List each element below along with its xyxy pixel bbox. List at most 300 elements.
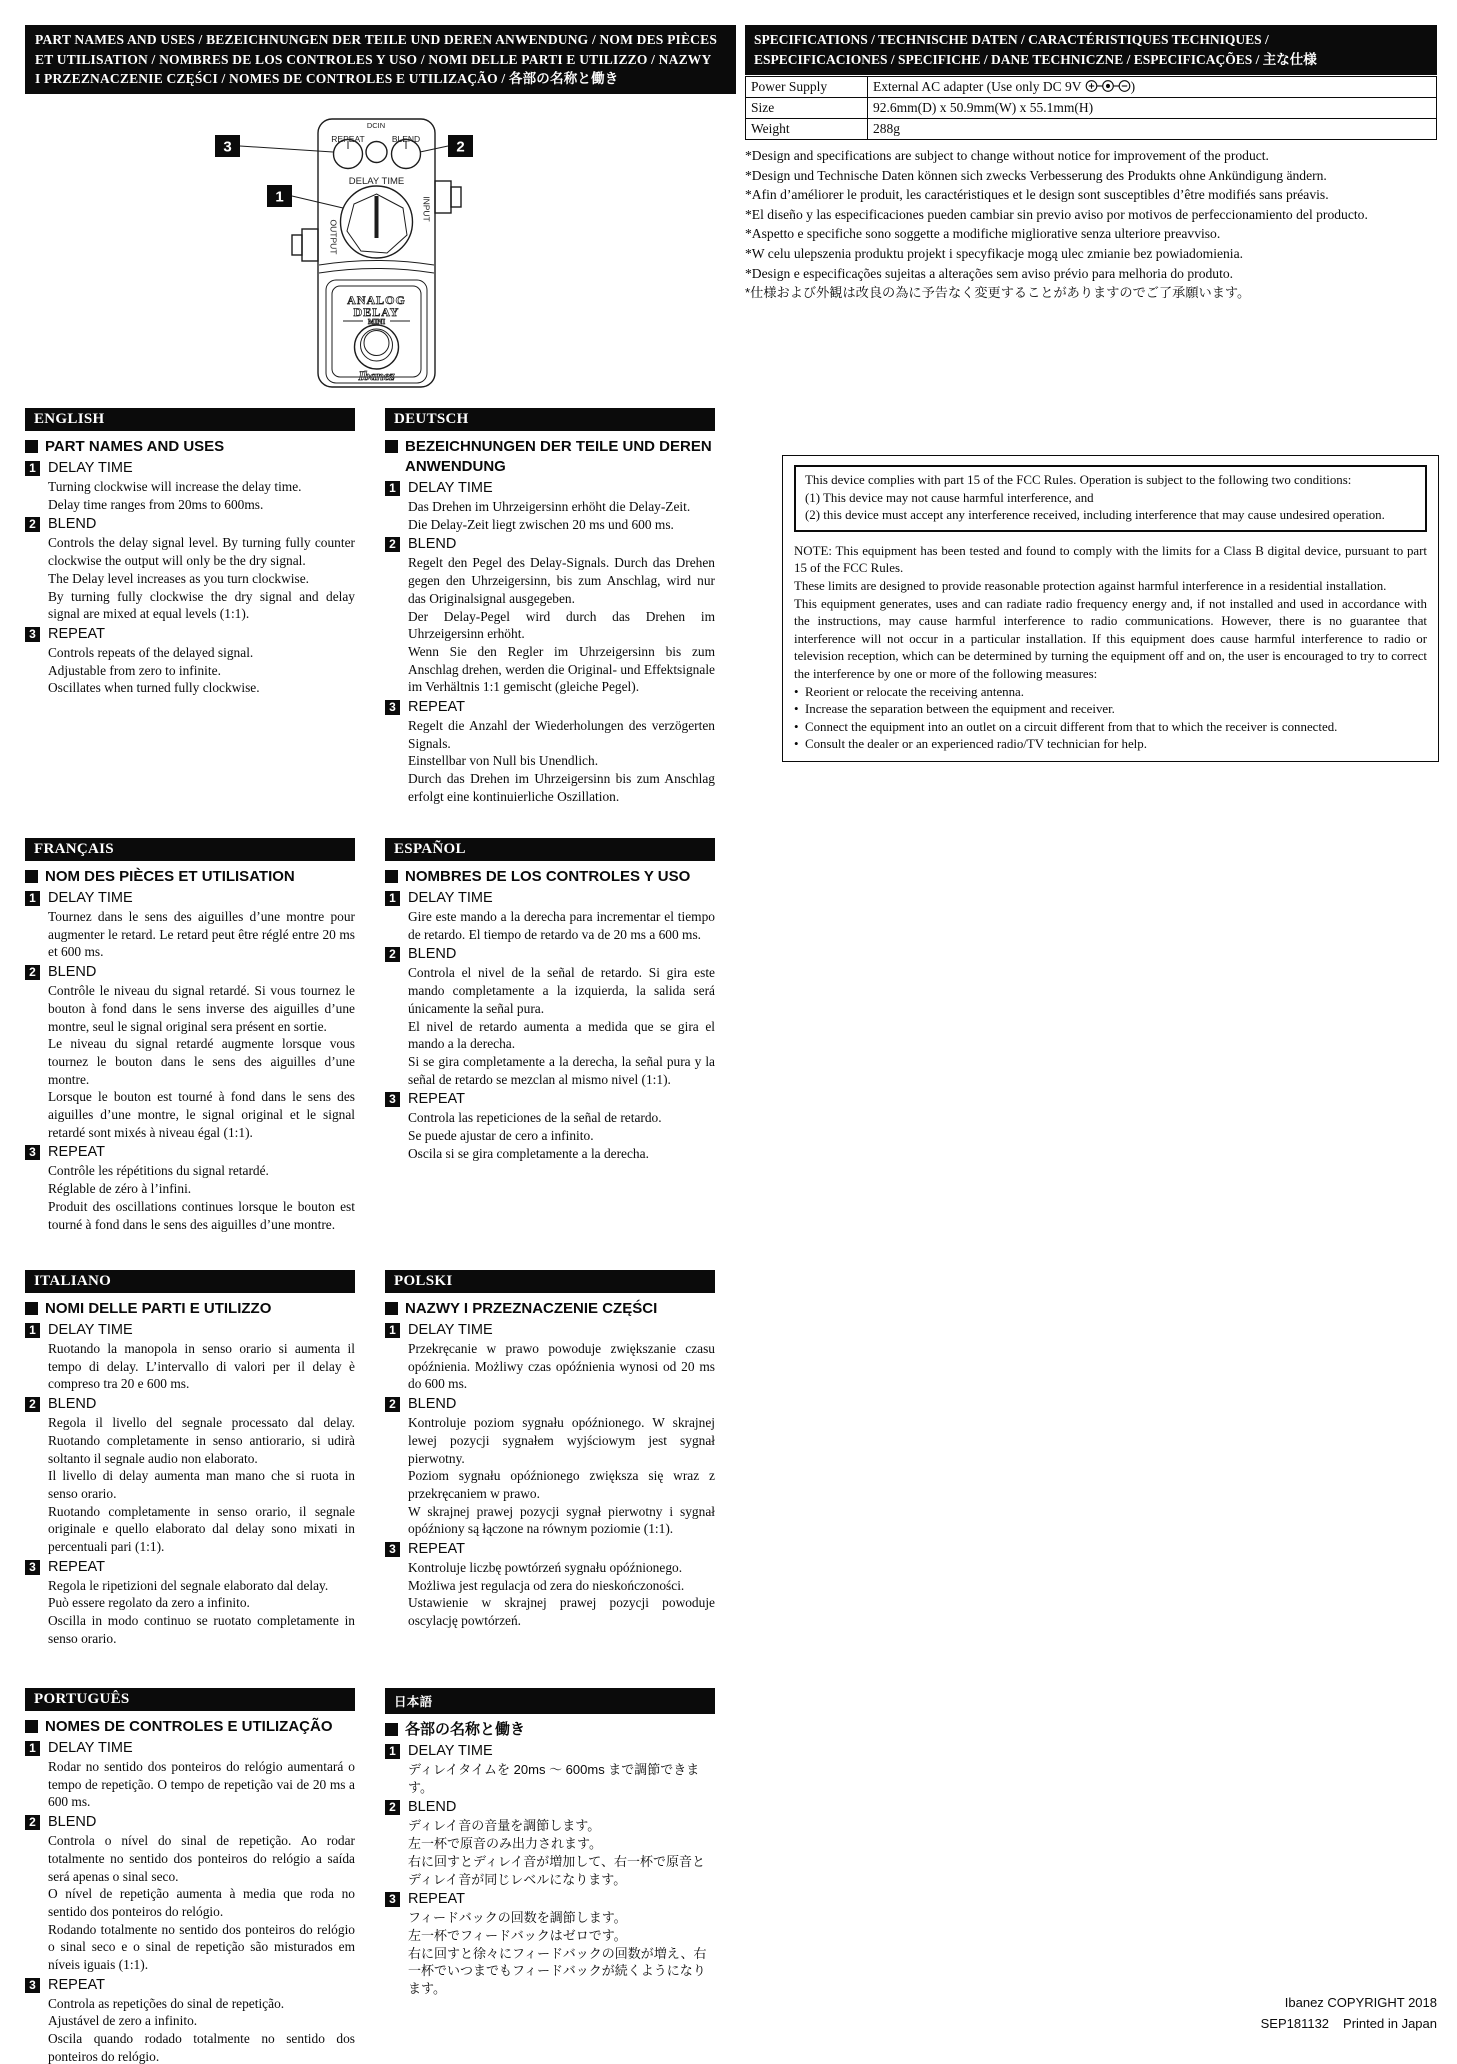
control-item-heading bbox=[385, 1890, 715, 1909]
control-description-paragraph: Das Drehen im Uhrzeigersinn erhöht die Delay-Zeit. bbox=[408, 499, 691, 514]
control-description bbox=[408, 717, 715, 806]
language-section-title-text: 各部の名称と働き bbox=[405, 1721, 526, 1738]
control-name: REPEAT bbox=[408, 1541, 465, 1558]
control-description-paragraph: ディレイタイムを 20ms ～ 600ms まで調節できます。 bbox=[408, 1762, 700, 1795]
control-description-paragraph: Turning clockwise will increase the delay time. bbox=[48, 479, 302, 494]
control-description-paragraph: The Delay level increases as you turn clockwise. bbox=[48, 570, 310, 586]
control-number-badge: 2 bbox=[25, 1397, 40, 1412]
footswitch-mid bbox=[361, 329, 393, 361]
specs-title-line: SPECIFICATIONS / TECHNISCHE DATEN / CARACTÉRISTIQUES TECHNIQUES / bbox=[754, 32, 1269, 47]
control-description-paragraph: Oscillates when turned fully clockwise. bbox=[48, 680, 260, 696]
control-description-paragraph: Controls the delay signal level. By turning fully counter clockwise the output will only be the dry signal. bbox=[48, 535, 355, 569]
fcc-notice bbox=[782, 455, 1439, 762]
control-item bbox=[25, 459, 355, 513]
repeat-knob-label: REPEAT bbox=[331, 134, 365, 144]
control-name: BLEND bbox=[48, 516, 97, 533]
brand-mini: MINI bbox=[367, 318, 386, 326]
control-name: REPEAT bbox=[408, 699, 465, 716]
control-description-paragraph: Delay time ranges from 20ms to 600ms. bbox=[48, 496, 264, 512]
print-line bbox=[1261, 2013, 1437, 2034]
control-number-badge: 1 bbox=[385, 481, 400, 496]
control-description-paragraph: Wenn Sie den Regler im Uhrzeigersinn bis zum Anschlag drehen, werden die Original- und Effektsignale im Verhältnis 1:1 gemischt (gleiche Pegel). bbox=[408, 643, 715, 695]
control-description bbox=[48, 1832, 355, 1974]
control-name: REPEAT bbox=[48, 1144, 105, 1161]
control-name: BLEND bbox=[408, 1396, 457, 1413]
control-description-paragraph: Tournez dans le sens des aiguilles d’une montre pour augmenter le retard. Le retard peut être réglé entre 20 ms et 600 ms. bbox=[48, 909, 355, 960]
fcc-condition-line: (1) This device may not cause harmful interference, and bbox=[805, 490, 1094, 505]
control-description-paragraph: Gire este mando a la derecha para incrementar el tiempo de retardo. El tiempo de retardo va de 20 ms a 600 ms. bbox=[408, 909, 715, 942]
language-section-title-text: BEZEICHNUNGEN DER TEILE UND DEREN ANWENDUNG bbox=[405, 438, 712, 475]
control-name: REPEAT bbox=[48, 625, 105, 642]
control-description-paragraph: Durch das Drehen im Uhrzeigersinn bis zum Anschlag erfolgt eine kontinuierliche Oszillation. bbox=[408, 771, 715, 804]
fcc-measures-list bbox=[794, 684, 1427, 754]
control-item bbox=[25, 1321, 355, 1393]
language-section-header: PORTUGUÊS bbox=[25, 1688, 355, 1711]
control-item bbox=[25, 1813, 355, 1974]
language-section-header: ENGLISH bbox=[25, 408, 355, 431]
control-item bbox=[25, 1558, 355, 1648]
control-description-paragraph: Controla as repetições do sinal de repetição. bbox=[48, 1995, 285, 2011]
control-name: REPEAT bbox=[48, 1976, 105, 1993]
control-item bbox=[385, 1090, 715, 1162]
control-description-paragraph: Lorsque le bouton est tourné à fond dans le sens des aiguilles d’une montre, le signal original et le signal retardé sont mixés à niveau égal (1:1). bbox=[48, 1089, 355, 1140]
control-description-paragraph: Przekręcanie w prawo powoduje zwiększanie czasu opóźnienia. Możliwy czas opóźnienia wynosi od 20 ms do 600 ms. bbox=[408, 1341, 715, 1392]
control-name: BLEND bbox=[48, 1396, 97, 1413]
language-section-portugues bbox=[25, 1688, 355, 2064]
specifications-table bbox=[745, 76, 1437, 140]
input-jack-shaft bbox=[451, 187, 461, 207]
spec-value: 92.6mm(D) x 50.9mm(W) x 55.1mm(H) bbox=[868, 98, 1437, 119]
control-number-badge: 1 bbox=[385, 891, 400, 906]
control-number-badge: 3 bbox=[25, 627, 40, 642]
control-name: DELAY TIME bbox=[408, 1743, 493, 1759]
control-description-paragraph: 左一杯で原音のみ出力されます。 bbox=[408, 1836, 602, 1852]
control-item-heading bbox=[25, 963, 355, 982]
control-name: DELAY TIME bbox=[48, 1322, 133, 1338]
control-description-paragraph: Ruotando completamente in senso orario, il segnale originale e quello elaborato dal delay sono mixati in percentuali pari (1:1). bbox=[48, 1503, 355, 1555]
language-section-francais bbox=[25, 838, 355, 1270]
control-description bbox=[48, 1995, 355, 2064]
control-item bbox=[385, 1540, 715, 1630]
control-description-paragraph: 右に回すと徐々にフィードバックの回数が増え、右一杯でいつまでもフィードバックが続くようになります。 bbox=[408, 1945, 707, 1997]
control-name: BLEND bbox=[48, 1814, 97, 1831]
language-section-title bbox=[25, 867, 355, 887]
spec-row-size bbox=[746, 98, 1437, 119]
square-bullet-icon bbox=[385, 1723, 398, 1736]
dcin-label: DCIN bbox=[366, 121, 386, 130]
control-description-paragraph: Regelt den Pegel des Delay-Signals. Durch das Drehen gegen den Uhrzeigersinn, bis zum Anschlag, wird nur das Originalsignal ausgegeben. bbox=[408, 555, 715, 606]
language-section-japanese bbox=[385, 1688, 715, 2064]
delay-time-knob-pointer bbox=[375, 196, 379, 238]
input-jack bbox=[435, 181, 451, 213]
control-name: REPEAT bbox=[408, 1891, 465, 1908]
fcc-condition-line: This device complies with part 15 of the FCC Rules. Operation is subject to the following two conditions: bbox=[805, 473, 1352, 487]
fcc-note-paragraph: This equipment generates, uses and can radiate radio frequency energy and, if not installed and used in accordance with the instructions, may cause harmful interference to radio communications. However, there is no guarantee that interference will not occur in a particular installation. If this equipment does cause harmful interference to radio or television reception, which can be determined by turning the equipment off and on, the user is encouraged to try to correct the interference by one or more of the following measures: bbox=[794, 596, 1427, 681]
control-description-paragraph: El nivel de retardo aumenta a medida que se gira el mando a la derecha. bbox=[408, 1018, 715, 1052]
output-jack bbox=[302, 229, 318, 261]
control-item bbox=[385, 1798, 715, 1888]
control-item-heading bbox=[25, 1558, 355, 1577]
control-description-paragraph: フィードバックの回数を調節します。 bbox=[408, 1910, 627, 1926]
copyright-line: Ibanez COPYRIGHT 2018 bbox=[1284, 1995, 1437, 2010]
callout-2-line bbox=[420, 146, 448, 152]
control-item bbox=[385, 1890, 715, 1998]
control-name: BLEND bbox=[408, 536, 457, 553]
language-section-title bbox=[25, 437, 355, 457]
control-number-badge: 3 bbox=[385, 1892, 400, 1907]
control-description bbox=[48, 534, 355, 623]
footer bbox=[1261, 1992, 1437, 2034]
control-item bbox=[385, 945, 715, 1088]
control-description-paragraph: Si se gira completamente a la derecha, la señal pura y la señal de retardo se mezclan al mismo nivel (1:1). bbox=[408, 1053, 715, 1087]
fcc-conditions-box bbox=[794, 465, 1427, 532]
language-section-title-text: NOMBRES DE LOS CONTROLES Y USO bbox=[405, 868, 691, 885]
control-description-paragraph: Può essere regolato da zero a infinito. bbox=[48, 1595, 250, 1611]
control-item-heading bbox=[25, 1976, 355, 1995]
control-description-paragraph: Controla las repeticiones de la señal de retardo. bbox=[408, 1110, 662, 1126]
control-description-paragraph: Rodar no sentido dos ponteiros do relógio aumentará o tempo de repetição. O tempo de repetição vai de 20 ms a 600 ms. bbox=[48, 1759, 355, 1810]
language-section-italiano bbox=[25, 1270, 355, 1688]
control-description bbox=[48, 982, 355, 1141]
control-name: BLEND bbox=[48, 964, 97, 981]
control-description-paragraph: Oscilla in modo continuo se ruotato completamente in senso orario. bbox=[48, 1613, 355, 1646]
control-item bbox=[25, 1395, 355, 1556]
control-item-heading bbox=[25, 625, 355, 644]
control-item bbox=[385, 1742, 715, 1796]
control-description-paragraph: Contrôle les répétitions du signal retardé. bbox=[48, 1163, 269, 1179]
disclaimer-notes bbox=[745, 146, 1445, 303]
control-item bbox=[385, 479, 715, 533]
input-label: INPUT bbox=[421, 196, 432, 222]
fcc-condition-line: (2) this device must accept any interference received, including interference that may cause undesired operation. bbox=[805, 508, 1385, 523]
control-name: DELAY TIME bbox=[48, 460, 133, 476]
control-description-paragraph: Einstellbar von Null bis Unendlich. bbox=[408, 753, 599, 769]
language-section-title bbox=[25, 1299, 355, 1319]
control-item bbox=[385, 698, 715, 806]
disclaimer-note: *Design und Technische Daten können sich zwecks Verbesserung des Produkts ohne Ankündigung ändern. bbox=[745, 167, 1327, 183]
square-bullet-icon bbox=[385, 1302, 398, 1315]
callout-1-number: 1 bbox=[275, 188, 284, 206]
disclaimer-note: *Design e especificações sujeitas a alterações sem aviso prévio para melhoria do produto. bbox=[745, 265, 1234, 281]
control-item bbox=[385, 535, 715, 696]
polarity-icon bbox=[1085, 79, 1131, 93]
part-names-title-bar bbox=[25, 25, 736, 94]
control-description-paragraph: Ustawienie w skrajnej prawej pozycji powoduje oscylację powtórzeń. bbox=[408, 1595, 715, 1629]
control-description-paragraph: Regola il livello del segnale processato dal delay. Ruotando completamente in senso antiorario, si udirà soltanto il segnale audio non elaborato. bbox=[48, 1415, 355, 1466]
delay-time-knob-label: DELAY TIME bbox=[348, 176, 405, 187]
control-item-heading bbox=[385, 945, 715, 964]
language-section-title-text: NAZWY I PRZEZNACZENIE CZĘŚCI bbox=[405, 1300, 658, 1317]
control-number-badge: 3 bbox=[385, 1092, 400, 1107]
fcc-note-paragraph: NOTE: This equipment has been tested and found to comply with the limits for a Class B digital device, pursuant to part 15 of the FCC Rules. bbox=[794, 543, 1427, 576]
control-item bbox=[25, 889, 355, 961]
control-item bbox=[25, 515, 355, 623]
power-value-prefix: External AC adapter (Use only DC 9V bbox=[873, 79, 1085, 94]
control-description bbox=[408, 908, 715, 943]
control-description-paragraph: Se puede ajustar de cero a infinito. bbox=[408, 1128, 594, 1144]
square-bullet-icon bbox=[385, 440, 398, 453]
control-description-paragraph: Regola le ripetizioni del segnale elaborato dal delay. bbox=[48, 1577, 329, 1593]
ibanez-logo: Ibanez bbox=[358, 368, 395, 383]
control-description-paragraph: ディレイ音の音量を調節します。 bbox=[408, 1818, 601, 1834]
specifications-title-bar bbox=[745, 25, 1437, 75]
control-number-badge: 3 bbox=[385, 1542, 400, 1557]
language-section-english bbox=[25, 408, 355, 838]
language-section-deutsch bbox=[385, 408, 715, 838]
language-section-espanol bbox=[385, 838, 715, 1270]
control-description-paragraph: Ajustável de zero a infinito. bbox=[48, 2013, 198, 2029]
disclaimer-note: *El diseño y las especificaciones pueden cambiar sin previo aviso por motivos de perfeccionamiento del producto. bbox=[745, 206, 1368, 222]
control-description bbox=[48, 1414, 355, 1556]
control-description bbox=[48, 908, 355, 961]
control-description bbox=[408, 1817, 715, 1888]
footswitch-top bbox=[364, 331, 389, 356]
spec-value bbox=[868, 77, 1437, 98]
control-description-paragraph: Der Delay-Pegel wird durch das Drehen im Uhrzeigersinn erhöht. bbox=[408, 608, 715, 642]
language-section-items bbox=[25, 459, 355, 697]
spec-label: Weight bbox=[746, 119, 868, 140]
control-item-heading bbox=[25, 1321, 355, 1340]
control-name: DELAY TIME bbox=[48, 1740, 133, 1756]
language-section-items bbox=[385, 889, 715, 1162]
control-item-heading bbox=[25, 1143, 355, 1162]
square-bullet-icon bbox=[25, 440, 38, 453]
printed-in: Printed in Japan bbox=[1343, 2016, 1437, 2031]
control-description-paragraph: O nível de repetição aumenta à media que roda no sentido dos ponteiros do relógio. bbox=[48, 1886, 355, 1919]
plate-line bbox=[319, 261, 434, 266]
language-section-header: DEUTSCH bbox=[385, 408, 715, 431]
control-item bbox=[25, 1739, 355, 1811]
spec-label: Power Supply bbox=[746, 77, 868, 98]
language-section-header: ESPAÑOL bbox=[385, 838, 715, 861]
control-number-badge: 1 bbox=[25, 461, 40, 476]
language-section-items bbox=[385, 1321, 715, 1630]
square-bullet-icon bbox=[385, 870, 398, 883]
language-section-items bbox=[25, 889, 355, 1233]
language-section-title bbox=[385, 1299, 715, 1319]
control-number-badge: 3 bbox=[25, 1145, 40, 1160]
control-item-heading bbox=[385, 1090, 715, 1109]
language-section-title-text: NOM DES PIÈCES ET UTILISATION bbox=[45, 868, 295, 885]
control-description bbox=[408, 1109, 715, 1162]
control-number-badge: 1 bbox=[385, 1744, 400, 1759]
control-description bbox=[408, 1340, 715, 1393]
control-name: DELAY TIME bbox=[408, 890, 493, 906]
language-section-items bbox=[385, 1742, 715, 1998]
language-section-title bbox=[385, 437, 715, 477]
control-number-badge: 2 bbox=[25, 1815, 40, 1830]
control-description-paragraph: Oscila si se gira completamente a la derecha. bbox=[408, 1145, 649, 1161]
pedal-diagram-drawing bbox=[165, 95, 485, 407]
pedal-diagram bbox=[165, 95, 485, 407]
control-description bbox=[48, 1162, 355, 1233]
control-description bbox=[48, 1577, 355, 1648]
control-name: DELAY TIME bbox=[408, 480, 493, 496]
language-section-header: ITALIANO bbox=[25, 1270, 355, 1293]
control-description-paragraph: Controla el nivel de la señal de retardo. Si gira este mando completamente a la izquierda, la salida será únicamente la señal pura. bbox=[408, 965, 715, 1016]
control-item-heading bbox=[385, 1321, 715, 1340]
control-description bbox=[48, 1340, 355, 1393]
control-description-paragraph: Adjustable from zero to infinite. bbox=[48, 662, 221, 678]
control-item-heading bbox=[385, 1742, 715, 1761]
dc-jack bbox=[366, 142, 387, 163]
fcc-measure: • Increase the separation between the equipment and receiver. bbox=[794, 701, 1427, 719]
control-description-paragraph: W skrajnej prawej pozycji sygnał pierwotny i sygnał opóźniony są łączone na równym poziomie (1:1). bbox=[408, 1503, 715, 1537]
language-section-title-text: PART NAMES AND USES bbox=[45, 438, 225, 455]
control-name: REPEAT bbox=[48, 1558, 105, 1575]
disclaimer-note: *W celu ulepszenia produktu projekt i specyfikacje mogą ulec zmianie bez powiadomienia. bbox=[745, 245, 1244, 261]
control-name: BLEND bbox=[408, 1799, 457, 1816]
callout-3-line bbox=[240, 146, 333, 152]
control-number-badge: 2 bbox=[25, 965, 40, 980]
control-description-paragraph: Kontroluje liczbę powtórzeń sygnału opóźnionego. bbox=[408, 1560, 683, 1576]
control-description-paragraph: Die Delay-Zeit liegt zwischen 20 ms und 600 ms. bbox=[408, 516, 674, 532]
title-line: I PRZEZNACZENIE CZĘŚCI / NOMES DE CONTROLES E UTILIZAÇÃO / 各部の名称と働き bbox=[35, 71, 619, 86]
control-item bbox=[385, 1321, 715, 1393]
control-item bbox=[25, 1143, 355, 1233]
language-section-title bbox=[385, 867, 715, 887]
control-item-heading bbox=[25, 1395, 355, 1414]
language-section-header: POLSKI bbox=[385, 1270, 715, 1293]
control-description bbox=[48, 644, 355, 697]
control-description-paragraph: Poziom sygnału opóźnionego zwiększa się wraz z przekręcaniem w prawo. bbox=[408, 1468, 715, 1501]
output-jack-shaft bbox=[292, 235, 302, 255]
control-item bbox=[385, 889, 715, 943]
control-description bbox=[408, 964, 715, 1088]
control-name: REPEAT bbox=[408, 1091, 465, 1108]
control-description-paragraph: 左一杯でフィードバックはゼロです。 bbox=[408, 1927, 627, 1943]
title-line: ET UTILISATION / NOMBRES DE LOS CONTROLES Y USO / NOMI DELLE PARTI E UTILIZZO / NAZWY bbox=[35, 51, 712, 67]
title-line: PART NAMES AND USES / BEZEICHNUNGEN DER TEILE UND DEREN ANWENDUNG / NOM DES PIÈCES bbox=[35, 32, 718, 47]
control-name: DELAY TIME bbox=[408, 1322, 493, 1338]
control-item-heading bbox=[385, 1395, 715, 1414]
square-bullet-icon bbox=[25, 1720, 38, 1733]
control-description-paragraph: Regelt die Anzahl der Wiederholungen des verzögerten Signals. bbox=[408, 718, 715, 751]
spec-row-weight bbox=[746, 119, 1437, 140]
disclaimer-note: *Afin d’améliorer le produit, les caractéristiques et le design sont susceptibles d’être modifiés sans préavis. bbox=[745, 187, 1329, 203]
language-section-title bbox=[25, 1717, 355, 1737]
control-number-badge: 2 bbox=[385, 947, 400, 962]
language-section-title-text: NOMI DELLE PARTI E UTILIZZO bbox=[45, 1300, 272, 1317]
control-item-heading bbox=[25, 515, 355, 534]
language-section-title-text: NOMES DE CONTROLES E UTILIZAÇÃO bbox=[45, 1718, 333, 1735]
control-number-badge: 2 bbox=[385, 1397, 400, 1412]
control-description-paragraph: Możliwa jest regulacja od zera do nieskończoności. bbox=[408, 1577, 685, 1593]
control-name: DELAY TIME bbox=[48, 890, 133, 906]
fcc-note-paragraph: These limits are designed to provide reasonable protection against harmful interference in a residential installation. bbox=[794, 578, 1387, 593]
control-item-heading bbox=[25, 1739, 355, 1758]
control-number-badge: 1 bbox=[25, 1741, 40, 1756]
control-item-heading bbox=[25, 1813, 355, 1832]
control-item bbox=[25, 963, 355, 1141]
control-description-paragraph: Controla o nível do sinal de repetição. Ao rodar totalmente no sentido dos ponteiros do relógio a saída será apenas o sinal seco. bbox=[48, 1833, 355, 1884]
language-section-polski bbox=[385, 1270, 715, 1688]
control-item-heading bbox=[385, 889, 715, 908]
output-label: OUTPUT bbox=[328, 219, 339, 255]
control-number-badge: 1 bbox=[25, 891, 40, 906]
square-bullet-icon bbox=[25, 870, 38, 883]
fcc-measure: • Consult the dealer or an experienced radio/TV technician for help. bbox=[794, 736, 1427, 754]
control-number-badge: 2 bbox=[385, 1800, 400, 1815]
control-description-paragraph: Contrôle le niveau du signal retardé. Si vous tournez le bouton à fond dans le sens inverse des aiguilles d’une montre, seul le signal original sera présent en sortie. bbox=[48, 983, 355, 1034]
brand-analog: ANALOG bbox=[347, 293, 406, 307]
control-number-badge: 3 bbox=[25, 1978, 40, 1993]
callout-3-number: 3 bbox=[223, 138, 232, 156]
control-item bbox=[25, 625, 355, 697]
control-description-paragraph: Rodando totalmente no sentido dos ponteiros do relógio o sinal seco e o sinal de repetição são misturados em níveis iguais (1:1). bbox=[48, 1921, 355, 1973]
disclaimer-note: *Aspetto e specifiche sono soggette a modifiche migliorative senza ulteriore preavviso. bbox=[745, 226, 1221, 242]
control-item-heading bbox=[25, 459, 355, 478]
spec-label: Size bbox=[746, 98, 868, 119]
language-sections bbox=[25, 408, 715, 2064]
control-description bbox=[48, 1758, 355, 1811]
control-description bbox=[408, 1559, 715, 1630]
control-name: BLEND bbox=[408, 946, 457, 963]
control-description-paragraph: Réglable de zéro à l’infini. bbox=[48, 1181, 192, 1197]
language-section-items bbox=[25, 1321, 355, 1648]
control-item bbox=[385, 1395, 715, 1538]
specs-title-line: ESPECIFICACIONES / SPECIFICHE / DANE TECHNICZNE / ESPECIFICAÇÕES / 主な仕様 bbox=[754, 52, 1317, 67]
plate-line bbox=[319, 269, 434, 274]
language-section-items bbox=[385, 479, 715, 806]
control-description-paragraph: Le niveau du signal retardé augmente lorsque vous tournez le bouton dans le sens des aiguilles d’une montre. bbox=[48, 1036, 355, 1087]
control-item-heading bbox=[385, 479, 715, 498]
control-description bbox=[48, 478, 355, 513]
disclaimer-note: *仕様および外観は改良の為に予告なく変更することがありますのでご了承願います。 bbox=[745, 285, 1251, 301]
language-section-header: FRANÇAIS bbox=[25, 838, 355, 861]
blend-knob-label: BLEND bbox=[391, 134, 421, 144]
language-section-items bbox=[25, 1739, 355, 2064]
control-item-heading bbox=[385, 1540, 715, 1559]
control-description-paragraph: Il livello di delay aumenta man mano che si ruota in senso orario. bbox=[48, 1468, 355, 1501]
control-number-badge: 3 bbox=[385, 700, 400, 715]
control-description bbox=[408, 1909, 715, 1998]
control-item-heading bbox=[385, 698, 715, 717]
language-section-title bbox=[385, 1720, 715, 1740]
control-description-paragraph: 右に回すとディレイ音が増加して、右一杯で原音とディレイ音が同じレベルになります。 bbox=[408, 1853, 706, 1887]
control-description bbox=[408, 1761, 715, 1796]
disclaimer-note: *Design and specifications are subject to change without notice for improvement of the product. bbox=[745, 148, 1269, 163]
callout-2-number: 2 bbox=[456, 138, 465, 156]
spec-row-power bbox=[746, 77, 1437, 98]
print-code: SEP181132 bbox=[1260, 2016, 1330, 2031]
control-item-heading bbox=[385, 535, 715, 554]
control-description bbox=[408, 498, 715, 533]
control-item-heading bbox=[385, 1798, 715, 1817]
control-item bbox=[25, 1976, 355, 2064]
control-description-paragraph: By turning fully clockwise the dry signal and delay signal are mixed at equal levels (1:1). bbox=[48, 588, 355, 622]
square-bullet-icon bbox=[25, 1302, 38, 1315]
control-description bbox=[408, 554, 715, 696]
control-description-paragraph: Ruotando la manopola in senso orario si aumenta il tempo di delay. L’intervallo di valori per il delay è compreso tra 20 e 600 ms. bbox=[48, 1341, 355, 1392]
control-number-badge: 2 bbox=[25, 517, 40, 532]
fcc-measure: • Connect the equipment into an outlet on a circuit different from that to which the receiver is connected. bbox=[794, 719, 1427, 737]
control-number-badge: 2 bbox=[385, 537, 400, 552]
fcc-measure: • Reorient or relocate the receiving antenna. bbox=[794, 684, 1427, 702]
language-section-header: 日本語 bbox=[385, 1688, 715, 1714]
brand-delay: DELAY bbox=[353, 305, 400, 319]
spec-value: 288g bbox=[868, 119, 1437, 140]
control-number-badge: 1 bbox=[385, 1323, 400, 1338]
control-description-paragraph: Kontroluje poziom sygnału opóźnionego. W skrajnej lewej pozycji sygnałem wyjściowym jest sygnał pierwotny. bbox=[408, 1415, 715, 1466]
control-description-paragraph: Produit des oscillations continues lorsque le bouton est tourné à fond dans le sens des aiguilles d’une montre. bbox=[48, 1198, 355, 1232]
power-value-suffix: ) bbox=[1130, 79, 1136, 94]
control-number-badge: 3 bbox=[25, 1560, 40, 1575]
control-description-paragraph: Controls repeats of the delayed signal. bbox=[48, 644, 254, 660]
control-number-badge: 1 bbox=[25, 1323, 40, 1338]
control-item-heading bbox=[25, 889, 355, 908]
control-description-paragraph: Oscila quando rodado totalmente no sentido dos ponteiros do relógio. bbox=[48, 2031, 355, 2064]
